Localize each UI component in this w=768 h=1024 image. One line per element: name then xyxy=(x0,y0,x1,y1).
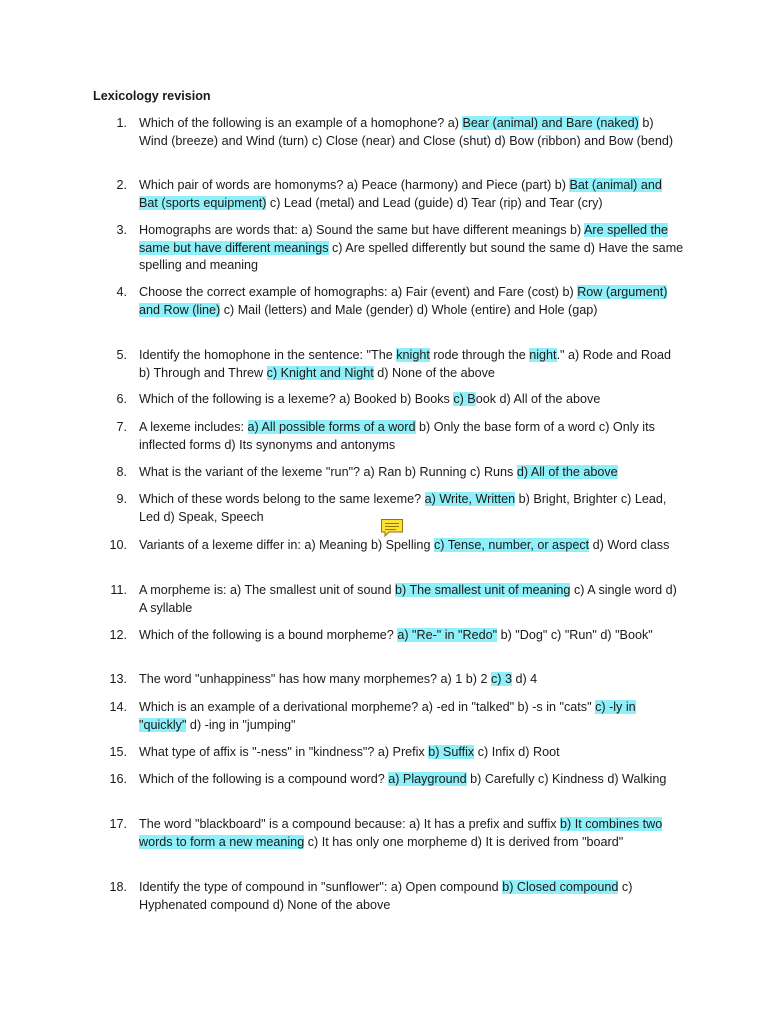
question-text-segment: Which pair of words are homonyms? a) Peace (harmony) and Piece (part) b) xyxy=(139,178,570,192)
highlighted-answer: Are spelled the same but have different meanings xyxy=(139,223,669,255)
question-number: 10. xyxy=(109,538,127,552)
question-text xyxy=(139,672,537,686)
question-item xyxy=(110,582,684,617)
question-text-segment: The word "blackboard" is a compound because: a) It has a prefix and suffix xyxy=(139,817,561,831)
highlighted-answer: night xyxy=(529,348,557,362)
question-number: 3. xyxy=(116,223,127,237)
highlighted-answer: a) Playground xyxy=(388,772,467,786)
question-number: 14. xyxy=(109,700,127,714)
question-number: 8. xyxy=(116,465,127,479)
question-text-segment: c) Mail (letters) and Male (gender) d) Whole (entire) and Hole (gap) xyxy=(220,302,598,317)
question-text-segment: c) Are spelled differently but sound the same d) Have the same spelling and meaning xyxy=(139,240,684,272)
highlighted-answer: b) Closed compound xyxy=(502,880,619,894)
question-item xyxy=(109,816,684,851)
highlighted-answer: a) All possible forms of a word xyxy=(247,420,416,434)
comment-note-icon[interactable] xyxy=(380,518,404,538)
question-item xyxy=(116,419,684,454)
question-number: 18. xyxy=(109,880,127,894)
question-item xyxy=(109,771,684,789)
question-text xyxy=(139,583,677,615)
question-text xyxy=(139,772,666,786)
question-text-segment: d) Word class xyxy=(589,538,670,552)
question-number: 12. xyxy=(109,628,127,642)
question-text-segment: b) Wind (breeze) and Wind (turn) c) Close (near) and Close (shut) d) Bow (ribbon) and Bow (bend) xyxy=(139,116,674,148)
question-text-segment: Homographs are words that: a) Sound the same but have different meanings b) xyxy=(139,223,585,237)
question-text-segment: Which of the following is a bound morpheme? xyxy=(139,628,398,642)
highlighted-answer: c) 3 xyxy=(490,672,512,686)
question-item xyxy=(116,391,684,409)
question-text-segment: What type of affix is "-ness" in "kindness"? a) Prefix xyxy=(139,745,429,759)
question-text-segment: Which of the following is an example of a homophone? a) xyxy=(139,116,463,130)
question-number: 17. xyxy=(109,817,127,831)
question-number: 9. xyxy=(116,492,127,506)
question-text xyxy=(139,465,618,479)
question-item xyxy=(116,464,684,482)
question-text-segment: Identify the homophone in the sentence: "The xyxy=(139,348,397,362)
question-text xyxy=(139,116,673,148)
highlighted-answer: c) Tense, number, or aspect xyxy=(433,538,590,552)
question-item xyxy=(109,744,684,762)
question-text xyxy=(139,178,662,210)
question-text-segment: What is the variant of the lexeme "run"? a) Ran b) Running c) Runs xyxy=(139,465,517,479)
question-text-segment: Which of the following is a compound word? xyxy=(139,772,389,786)
question-text-segment: ." a) Rode and Road b) Through and Threw xyxy=(139,348,671,380)
question-text xyxy=(139,880,632,912)
question-text xyxy=(139,420,655,452)
question-item xyxy=(109,671,684,689)
question-text xyxy=(139,348,671,380)
highlighted-answer: Row (argument) and Row (line) xyxy=(139,285,668,317)
document-title: Lexicology revision xyxy=(93,89,211,103)
question-number: 1. xyxy=(116,116,127,130)
question-text xyxy=(139,538,669,552)
question-number: 6. xyxy=(116,392,127,406)
question-item xyxy=(109,537,684,555)
question-text-segment: Which of these words belong to the same lexeme? xyxy=(139,492,425,506)
question-text-segment: Which of the following is a lexeme? a) Booked b) Books xyxy=(139,392,454,406)
question-item xyxy=(116,177,684,212)
highlighted-answer: knight xyxy=(396,348,430,362)
question-text xyxy=(139,745,560,759)
question-text-segment: c) Lead (metal) and Lead (guide) d) Tear (rip) and Tear (cry) xyxy=(266,195,603,210)
question-text xyxy=(139,285,667,317)
question-item xyxy=(116,347,684,382)
question-text-segment: Which is an example of a derivational morpheme? a) -ed in "talked" b) -s in "cats" xyxy=(139,700,596,714)
question-number: 4. xyxy=(116,285,127,299)
question-text-segment: b) Carefully c) Kindness d) Walking xyxy=(466,772,667,786)
question-item xyxy=(116,491,684,526)
question-number: 5. xyxy=(116,348,127,362)
question-text-segment: b) "Dog" c) "Run" d) "Book" xyxy=(497,628,653,642)
question-item xyxy=(116,284,684,319)
question-text-segment: d) 4 xyxy=(511,672,538,686)
question-text xyxy=(139,700,636,732)
question-text xyxy=(139,223,683,272)
highlighted-answer: c) B xyxy=(453,392,476,406)
question-text-segment: c) Hyphenated compound d) None of the above xyxy=(139,880,633,912)
question-item xyxy=(109,879,684,914)
question-number: 7. xyxy=(116,420,127,434)
question-text-segment: b) Bright, Brighter c) Lead, Led d) Speak, Speech xyxy=(139,492,667,524)
question-number: 16. xyxy=(109,772,127,786)
question-text-segment: c) A single word d) A syllable xyxy=(139,583,677,615)
question-number: 15. xyxy=(109,745,127,759)
question-text-segment: rode through the xyxy=(429,348,530,362)
question-text-segment: ook d) All of the above xyxy=(475,392,601,406)
question-number: 11. xyxy=(110,583,127,597)
question-number: 13. xyxy=(109,672,127,686)
highlighted-answer: Bear (animal) and Bare (naked) xyxy=(462,116,639,130)
question-text-segment: b) Only the base form of a word c) Only its inflected forms d) Its synonyms and antonyms xyxy=(139,420,655,452)
question-text xyxy=(139,392,600,406)
question-text-segment: c) Infix d) Root xyxy=(474,745,560,759)
highlighted-answer: b) The smallest unit of meaning xyxy=(394,583,571,597)
question-text-segment: The word "unhappiness" has how many morphemes? a) 1 b) 2 xyxy=(139,672,491,686)
question-item xyxy=(109,699,684,734)
question-text-segment: d) None of the above xyxy=(373,365,495,380)
highlighted-answer: a) Write, Written xyxy=(424,492,516,506)
highlighted-answer: d) All of the above xyxy=(516,465,618,479)
question-number: 2. xyxy=(116,178,127,192)
question-text xyxy=(139,628,653,642)
question-text-segment: d) -ing in "jumping" xyxy=(186,717,296,732)
question-item xyxy=(116,115,684,150)
question-text-segment: A morpheme is: a) The smallest unit of sound xyxy=(139,583,395,597)
question-item xyxy=(116,222,684,275)
highlighted-answer: Bat (animal) and Bat (sports equipment) xyxy=(139,178,662,210)
question-text-segment: Variants of a lexeme differ in: a) Meaning b) Spelling xyxy=(139,538,434,552)
question-text-segment: Identify the type of compound in "sunflower": a) Open compound xyxy=(139,880,503,894)
question-text-segment: c) It has only one morpheme d) It is derived from "board" xyxy=(304,834,624,849)
question-text xyxy=(139,817,662,849)
highlighted-answer: c) -ly in "quickly" xyxy=(139,700,636,732)
question-text-segment: A lexeme includes: xyxy=(139,420,248,434)
question-text-segment: Choose the correct example of homographs: a) Fair (event) and Fare (cost) b) xyxy=(139,285,578,299)
highlighted-answer: b) It combines two words to form a new meaning xyxy=(139,817,663,849)
highlighted-answer: a) "Re-" in "Redo" xyxy=(397,628,498,642)
highlighted-answer: b) Suffix xyxy=(428,745,475,759)
highlighted-answer: c) Knight and Night xyxy=(266,365,374,380)
question-item xyxy=(109,627,684,645)
